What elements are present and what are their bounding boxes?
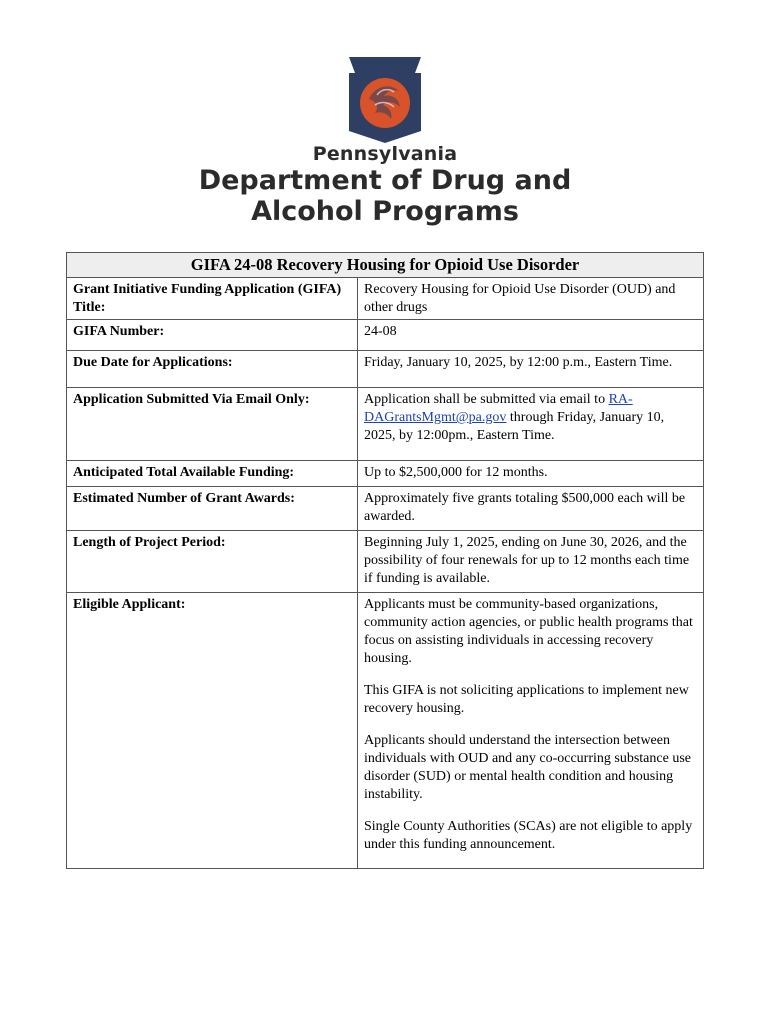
row-value (358, 593, 704, 869)
row-value: 24-08 (358, 320, 704, 351)
row-label: Application Submitted Via Email Only: (67, 388, 358, 461)
paragraph: This GIFA is not soliciting applications to implement new recovery housing. (364, 683, 689, 716)
value-text: through Friday, January 10, 2025, by 12:00pm., Eastern Time. (364, 410, 665, 443)
org-name-programs: Alcohol Programs (251, 196, 519, 227)
row-value: Beginning July 1, 2025, ending on June 30, 2026, and the possibility of four renewals for up to 12 months each time if funding is available. (358, 531, 704, 593)
paragraph: Applicants should understand the intersection between individuals with OUD and any co-occurring substance use disorder (SUD) or mental health condition and housing instability. (364, 733, 691, 802)
row-value: Recovery Housing for Opioid Use Disorder (OUD) and other drugs (358, 278, 704, 320)
row-value: Friday, January 10, 2025, by 12:00 p.m., Eastern Time. (358, 351, 704, 388)
table-row (67, 388, 704, 461)
table-row (67, 461, 704, 487)
table-row (67, 278, 704, 320)
paragraph: Applicants must be community-based organizations, community action agencies, or public health programs that focus on assisting individuals in accessing recovery housing. (364, 597, 693, 666)
row-value (358, 388, 704, 461)
row-label: Length of Project Period: (67, 531, 358, 593)
row-label: Estimated Number of Grant Awards: (67, 487, 358, 531)
row-value: Up to $2,500,000 for 12 months. (358, 461, 704, 487)
table-row (67, 531, 704, 593)
email-link[interactable]: RA-DAGrantsMgmt@pa.gov (364, 392, 633, 425)
table-title: GIFA 24-08 Recovery Housing for Opioid Use Disorder (67, 253, 704, 278)
org-name-department: Department of Drug and (198, 165, 572, 196)
row-value: Approximately five grants totaling $500,000 each will be awarded. (358, 487, 704, 531)
row-label: GIFA Number: (67, 320, 358, 351)
row-label: Grant Initiative Funding Application (GIFA) Title: (67, 278, 358, 320)
table-row (67, 593, 704, 869)
paragraph: Single County Authorities (SCAs) are not eligible to apply under this funding announcement. (364, 819, 693, 852)
keystone-phoenix-logo-icon (347, 55, 423, 145)
row-label: Due Date for Applications: (67, 351, 358, 388)
gifa-info-table (66, 252, 704, 869)
row-label: Eligible Applicant: (67, 593, 358, 869)
table-row (67, 320, 704, 351)
table-row (67, 351, 704, 388)
value-text: Application shall be submitted via email to (364, 392, 606, 407)
table-row (67, 487, 704, 531)
row-label: Anticipated Total Available Funding: (67, 461, 358, 487)
org-name-state: Pennsylvania (312, 143, 458, 165)
